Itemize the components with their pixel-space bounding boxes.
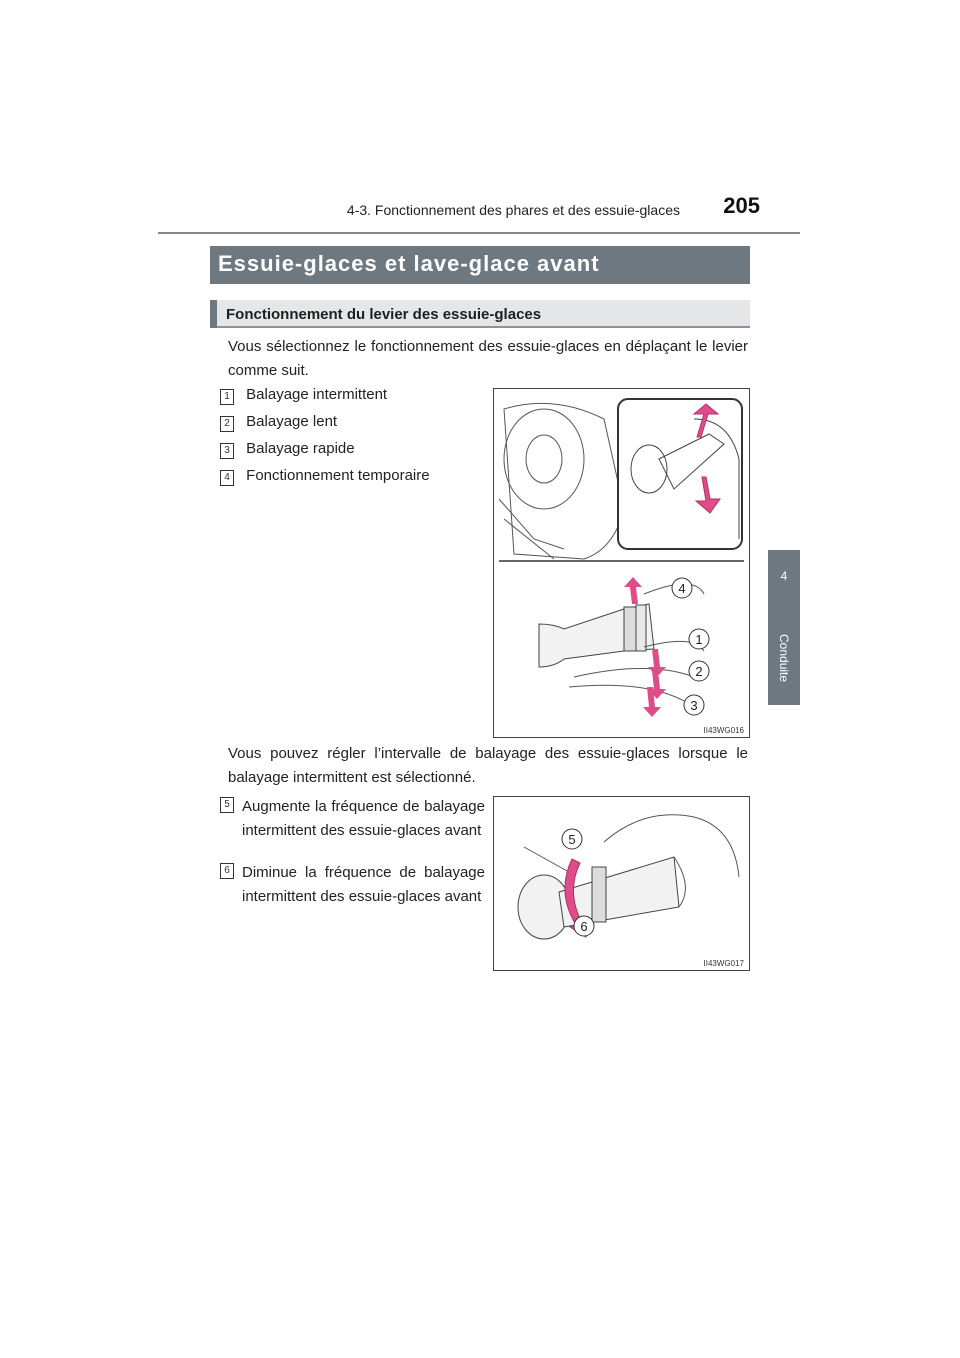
item-number: 3 [220,443,234,459]
item-label: Balayage lent [246,413,338,430]
figure-code: II43WG017 [703,959,744,968]
interval-ring-illustration [494,797,749,970]
subtitle: Fonctionnement du levier des essuie-glaces [226,306,542,323]
callout-3: 3 [690,698,698,713]
temporary-arrow-icon [624,577,642,604]
item-label: Balayage rapide [246,440,355,457]
list-item [220,795,485,843]
figure-code: II43WG016 [703,726,744,735]
item-label: Augmente la fréquence de balayage intermittent des essuie-glaces avant [242,798,485,839]
item-number: 1 [220,389,234,405]
page-title: Essuie-glaces et lave-glace avant [218,251,600,276]
list-item [220,467,430,486]
wiper-lever-figure [493,388,750,738]
list-item [220,413,337,432]
chapter-label: Conduite [777,633,791,683]
interval-adjust-figure [493,796,750,971]
item-number: 5 [220,797,234,813]
callout-4: 4 [678,581,686,596]
section-heading: 4-3. Fonctionnement des phares et des essuie-glaces [346,202,680,218]
item-number: 2 [220,416,234,432]
list-item [220,440,355,459]
item-label: Fonctionnement temporaire [246,467,430,484]
callout-2: 2 [695,664,703,679]
interval-paragraph: Vous pouvez régler l’intervalle de balayage des essuie-glaces lorsque le balayage intermittent est sélectionné. [228,745,748,786]
callout-1: 1 [695,632,703,647]
item-label: Balayage intermittent [246,386,388,403]
callout-5: 5 [568,832,576,847]
item-number: 6 [220,863,234,879]
chapter-number: 4 [780,569,788,583]
item-label: Diminue la fréquence de balayage intermittent des essuie-glaces avant [242,864,485,905]
page-number: 205 [723,193,760,218]
header-rule [158,232,800,234]
intro-paragraph: Vous sélectionnez le fonctionnement des essuie-glaces en déplaçant le levier comme suit. [228,338,748,379]
item-number: 4 [220,470,234,486]
list-item [220,861,485,909]
list-item [220,386,387,405]
wiper-lever-illustration [494,389,749,737]
subtitle-accent [210,300,217,328]
callout-6: 6 [580,919,588,934]
